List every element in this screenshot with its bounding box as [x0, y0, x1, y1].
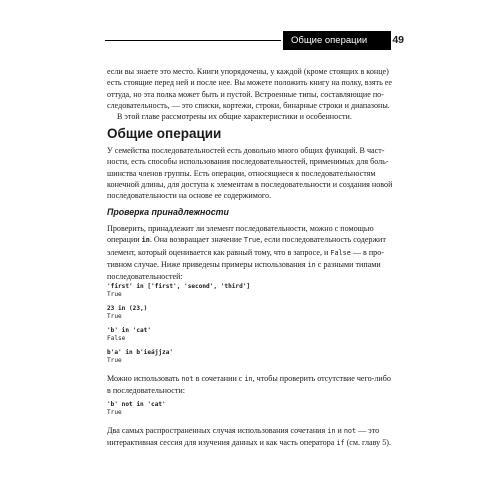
code-output: True — [107, 291, 122, 299]
code-output: True — [107, 409, 122, 417]
page-number: 49 — [392, 34, 404, 46]
code-example — [107, 305, 393, 322]
code-input: 'b' in 'cat' — [107, 327, 152, 334]
code-output: False — [107, 335, 126, 343]
code-example — [107, 349, 393, 366]
section-paragraph — [107, 145, 393, 201]
text-line: оттуда, но эта полка может быть и пустой. Встроенные типы, составляющие по- — [107, 89, 384, 99]
text-line: тивном случае. Ниже приведены примеры использования in с разными типами — [107, 259, 381, 269]
inline-code: in — [307, 260, 316, 269]
text-line: шинства членов группы. Есть операции, относящиеся к последовательностям — [107, 168, 376, 178]
code-output: True — [107, 313, 122, 321]
text-line: в последовательности: — [107, 386, 185, 396]
code-input: b'a' in b'ieájjza' — [107, 349, 174, 356]
inline-code: False — [330, 248, 351, 257]
usage-paragraph — [107, 425, 393, 450]
not-in-paragraph — [107, 373, 393, 397]
text-line: интерактивная сессия для изучения данных и как часть оператора if (см. главу 5). — [107, 438, 391, 448]
code-example — [107, 401, 393, 418]
text-line: следовательность, — это списки, кортежи, строки, бинарные строки и диапазоны. — [107, 100, 390, 110]
text-line: элемент, который оценивается как равный тому, что в запросе, и False — в про- — [107, 247, 384, 257]
code-input: 23 in (23,) — [107, 305, 148, 312]
intro-paragraph — [107, 66, 393, 122]
text-line: конечной длины, для доступа к элементам в последовательности и создания новой — [107, 179, 393, 189]
inline-code: not — [181, 375, 194, 383]
text-line: операции in. Она возвращает значение True, если последовательность содержит — [107, 235, 386, 245]
inline-code: in — [327, 427, 336, 435]
text-line: ности, есть способы использования последовательностей, применимых для боль- — [107, 157, 389, 167]
code-output: True — [107, 357, 122, 365]
inline-code: not — [343, 427, 357, 435]
text-line: последовательности на основе ее содержимого. — [107, 191, 272, 201]
section-heading: Общие операции — [107, 126, 222, 141]
membership-paragraph — [107, 223, 393, 282]
text-line: Проверить, принадлежит ли элемент последовательности, можно с помощью — [107, 224, 374, 233]
inline-code: in — [141, 236, 150, 245]
inline-code: if — [336, 439, 345, 448]
code-example — [107, 327, 393, 344]
running-header-title: Общие операции — [283, 31, 391, 50]
header-rule — [105, 40, 281, 41]
code-example — [107, 283, 393, 300]
running-header — [105, 31, 393, 50]
text-line: Два самых распространенных случая использования сочетания in и not — это — [107, 426, 380, 435]
text-line: последовательностей: — [107, 272, 183, 282]
text-line: если вы знаете это место. Книги упорядочены, у каждой (кроме стоящих в конце) — [107, 67, 389, 76]
code-input: 'b' not in 'cat' — [107, 401, 166, 408]
inline-code: in — [244, 375, 253, 383]
text-line: есть стоящие перед ней и после нее. Вы можете положить книгу на полку, взять ее — [107, 78, 392, 88]
code-input: 'first' in ['first', 'second', 'third'] — [107, 283, 251, 290]
subsection-heading: Проверка принадлежности — [107, 207, 229, 218]
text-line: В этой главе рассмотрены их общие характеристики и особенности. — [117, 112, 352, 122]
text-line: Можно использовать not в сочетании с in, чтобы проверить отсутствие чего-либо — [107, 374, 391, 383]
text-line: У семейства последовательностей есть довольно много общих функций. В част- — [107, 146, 385, 155]
inline-code: True — [243, 236, 261, 245]
